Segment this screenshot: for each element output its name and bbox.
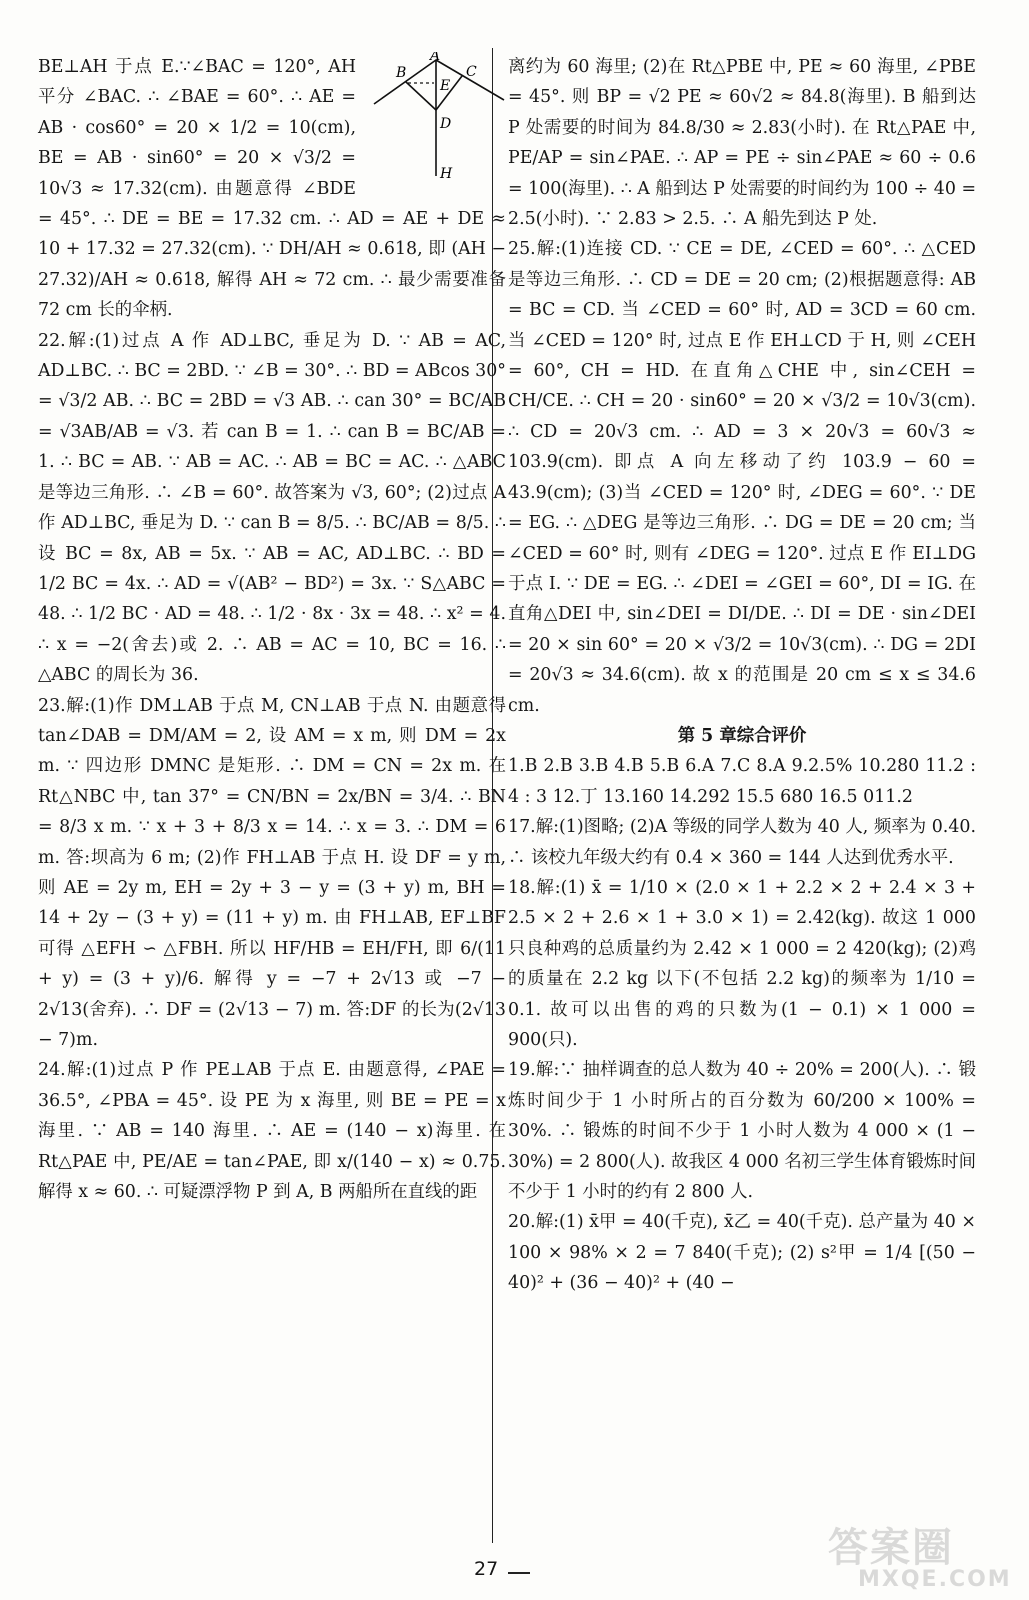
solution-19-text: 19.解:∵ 抽样调查的总人数为 40 ÷ 20% = 200(人). ∴ 锻炼时间少于 1 小时所占的百分数为 60/200 × 100% = 30%. ∴ 锻炼的时间不少于 1 小时人数为 4 000 × (1 − 30%) = 2 800(人). 故我区 4 000 名初三学生体育锻炼时间不少于 1 小时的约有 2 800 人. — [508, 1060, 976, 1203]
solution-18-text: 18.解:(1) x̄ = 1/10 × (2.0 × 1 + 2.2 × 2 + 2.4 × 3 + 2.5 × 2 + 2.6 × 1 + 3.0 × 1) = 2.42(kg). 故这 1 000 只良种鸡的总质量约为 2.42 × 1 000 = 2 420(kg); (2)鸡的质量在 2.2 kg 以下(不包括 2.2 kg)的频率为 1/10 = 0.1. 故可以出售的鸡的只数为(1 − 0.1) × 1 000 = 900(只). — [508, 877, 976, 1050]
solution-25-text: 25.解:(1)连接 CD. ∵ CE = DE, ∠CED = 60°. ∴ △CED 是等边三角形. ∴ CD = DE = 20 cm; (2)根据题意得: AB = BC = CD. 当 ∠CED = 60° 时, AD = 3CD = 60 cm. 当 ∠CED = 120° 时, 过点 E 作 EH⊥CD 于 H, 则 ∠CEH = 60°, CH = HD. 在直角△CHE 中, sin∠CEH = CH/CE. ∴ CH = 20 · sin60° = 20 × √3/2 = 10√3(cm). ∴ CD = 20√3 cm. ∴ AD = 3 × 20√3 = 60√3 ≈ 103.9(cm). 即点 A 向左移动了约 103.9 − 60 = 43.9(cm); (3)当 ∠CED = 120° 时, ∠DEG = 60°. ∵ DE = EG. ∴ △DEG 是等边三角形. ∴ DG = DE = 20 cm; 当 ∠CED = 60° 时, 则有 ∠DEG = 120°. 过点 E 作 EI⊥DG 于点 I. ∵ DE = EG. ∴ ∠DEI = ∠GEI = 60°, DI = IG. 在直角△DEI 中, sin∠DEI = DI/DE. ∴ DI = DE · sin∠DEI = 20 × sin 60° = 20 × √3/2 = 10√3(cm). ∴ DG = 2DI = 20√3 ≈ 34.6(cm). 故 x 的范围是 20 cm ≤ x ≤ 34.6 cm. — [508, 239, 976, 716]
label-b: B — [396, 65, 407, 81]
page-number: 27 — [474, 1558, 499, 1580]
solution-20-text: 20.解:(1) x̄甲 = 40(千克), x̄乙 = 40(千克). 总产量为 40 × 100 × 98% × 2 = 7 840(千克); (2) s²甲 = 1/4 [(50 − 40)² + (36 − 40)² + (40 − — [508, 1212, 976, 1294]
label-d: D — [440, 116, 452, 132]
right-column — [508, 52, 976, 1299]
solution-17-text: 17.解:(1)图略; (2)A 等级的同学人数为 40 人, 频率为 0.40. ∴ 该校九年级大约有 0.4 × 360 = 144 人达到优秀水平. — [508, 817, 976, 868]
left-column — [38, 52, 506, 1207]
label-e: E — [440, 78, 451, 94]
label-a: A — [430, 52, 441, 64]
solution-24-continued: 离约为 60 海里; (2)在 Rt△PBE 中, PE ≈ 60 海里, ∠PBE = 45°. 则 BP = √2 PE ≈ 60√2 ≈ 84.8(海里). B 船到达 P 处需要的时间为 84.8/30 ≈ 2.83(小时). 在 Rt△PAE 中, PE/AP = sin∠PAE. ∴ AP = PE ÷ sin∠PAE ≈ 60 ÷ 0.6 = 100(海里). ∴ A 船到达 P 处需要的时间约为 100 ÷ 40 = 2.5(小时). ∵ 2.83 > 2.5. ∴ A 船先到达 P 处. — [508, 57, 977, 230]
watermark-bottom: MXQE.COM — [858, 1567, 1012, 1592]
solution-23-text: 23.解:(1)作 DM⊥AB 于点 M, CN⊥AB 于点 N. 由题意得 tan∠DAB = DM/AM = 2, 设 AM = x m, 则 DM = 2x m. ∵ 四边形 DMNC 是矩形. ∴ DM = CN = 2x m. 在 Rt△NBC 中, tan 37° = CN/BN = 2x/BN = 3/4. ∴ BN = 8/3 x m. ∵ x + 3 + 8/3 x = 14. ∴ x = 3. ∴ DM = 6 m. 答:坝高为 6 m; (2)作 FH⊥AB 于点 H. 设 DF = y m, 则 AE = 2y m, EH = 2y + 3 − y = (3 + y) m, BH = 14 + 2y − (3 + y) = (11 + y) m. 由 FH⊥AB, EF⊥BF 可得 △EFH ∽ △FBH. 所以 HF/HB = EH/FH, 即 6/(11 + y) = (3 + y)/6. 解得 y = −7 + 2√13 或 −7 − 2√13(舍弃). ∴ DF = (2√13 − 7) m. 答:DF 的长为(2√13 − 7)m. — [38, 695, 506, 1050]
label-h: H — [440, 166, 453, 182]
umbrella-figure — [366, 52, 506, 184]
solution-21-text: BE⊥AH 于点 E.∵∠BAC = 120°, AH 平分 ∠BAC. ∴ ∠BAE = 60°. ∴ AE = AB · cos60° = 20 × 1/2 = 10(cm), BE = AB · sin60° = 20 × √3/2 = 10√3 ≈ 17.32(cm). 由题意得 ∠BDE = 45°. ∴ DE = BE = 17.32 cm. ∴ AD = AE + DE ≈ 10 + 17.32 = 27.32(cm). ∵ DH/AH ≈ 0.618, 即 (AH − 27.32)/AH ≈ 0.618, 解得 AH ≈ 72 cm. ∴ 最少需要准备 72 cm 长的伞柄. — [38, 57, 506, 321]
chapter-title: 第 5 章综合评价 — [677, 725, 807, 746]
line-b-d — [406, 82, 436, 110]
watermark-top: 答案圈 — [828, 1525, 954, 1571]
label-c: C — [466, 64, 477, 80]
multiple-choice-answers: 1.B 2.B 3.B 4.B 5.B 6.A 7.C 8.A 9.2.5% 10.280 11.2 : 4 : 3 12.丁 13.160 14.292 15.5 680 16.5 011.2 — [508, 756, 976, 807]
umbrella-diagram — [366, 52, 506, 184]
watermark-logo — [828, 1516, 1018, 1596]
page-number-dash — [508, 1572, 530, 1574]
solution-24-text: 24.解:(1)过点 P 作 PE⊥AB 于点 E. 由题意得, ∠PAE = 36.5°, ∠PBA = 45°. 设 PE 为 x 海里, 则 BE = PE = x 海里. ∵ AB = 140 海里. ∴ AE = (140 − x)海里. 在 Rt△PAE 中, PE/AE = tan∠PAE, 即 x/(140 − x) ≈ 0.75. 解得 x ≈ 60. ∴ 可疑漂浮物 P 到 A, B 两船所在直线的距 — [38, 1060, 506, 1203]
solution-22-text: 22.解:(1)过点 A 作 AD⊥BC, 垂足为 D. ∵ AB = AC, AD⊥BC. ∴ BC = 2BD. ∵ ∠B = 30°. ∴ BD = ABcos 30° = √3/2 AB. ∴ BC = 2BD = √3 AB. ∴ can 30° = BC/AB = √3AB/AB = √3. 若 can B = 1. ∴ can B = BC/AB = 1. ∴ BC = AB. ∵ AB = AC. ∴ AB = BC = AC. ∴ △ABC 是等边三角形. ∴ ∠B = 60°. 故答案为 √3, 60°; (2)过点 A 作 AD⊥BC, 垂足为 D. ∵ can B = 8/5. ∴ BC/AB = 8/5. ∴ 设 BC = 8x, AB = 5x. ∵ AB = AC, AD⊥BC. ∴ BD = 1/2 BC = 4x. ∴ AD = √(AB² − BD²) = 3x. ∵ S△ABC = 48. ∴ 1/2 BC · AD = 48. ∴ 1/2 · 8x · 3x = 48. ∴ x² = 4. ∴ x = −2(舍去)或 2. ∴ AB = AC = 10, BC = 16. ∴ △ABC 的周长为 36. — [38, 330, 506, 686]
